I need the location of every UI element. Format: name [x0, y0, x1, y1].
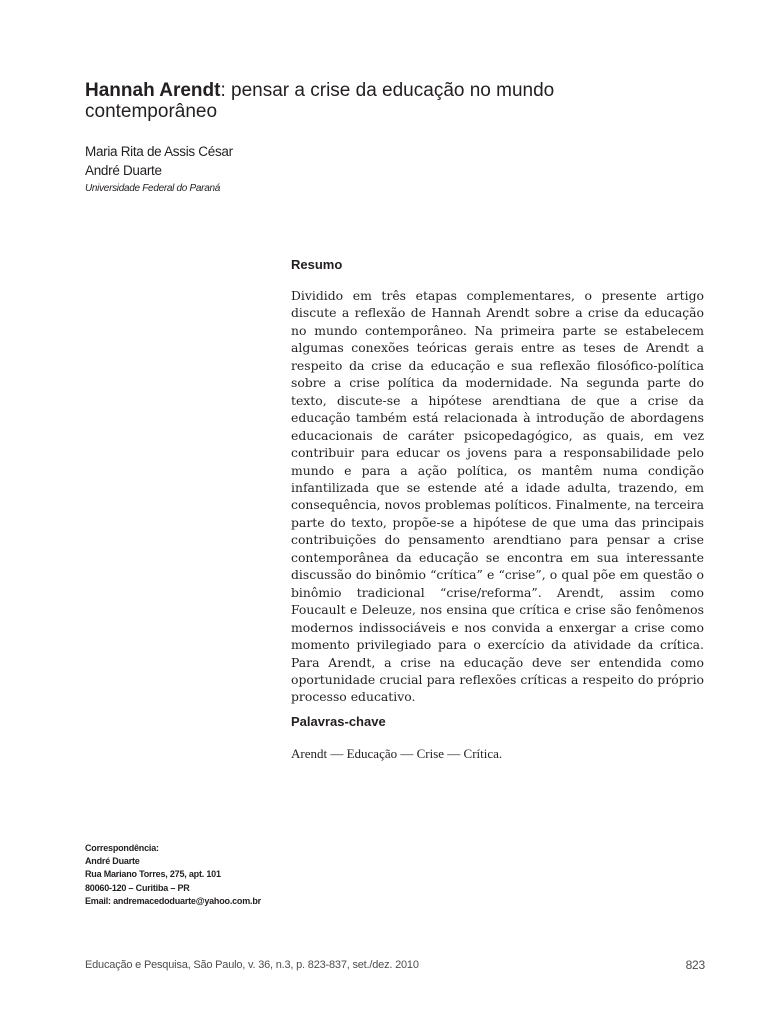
author-block	[85, 142, 233, 196]
abstract-text: Dividido em três etapas complementares, o presente artigo discute a reflexão de Hannah Arendt sobre a crise da educação no mundo contemporâneo. Na primeira parte se estabelecem algumas conexões teóricas gerais entre as teses de Arendt a respeito da crise da educação e sua reflexão filosófico-política sobre a crise política da modernidade. Na segunda parte do texto, discute-se a hipótese arendtiana de que a crise da educação também está relacionada à introdução de abordagens educacionais de caráter psicopedagógico, as quais, em vez contribuir para educar os jovens para a responsabilidade pelo mundo e para a ação política, os mantêm numa condição infantilizada que se estende até a idade adulta, trazendo, em consequência, novos problemas políticos. Finalmente, na terceira parte do texto, propõe-se a hipótese de que uma das principais contribuições do pensamento arendtiano para pensar a crise contemporânea da educação se encontra em sua interessante discussão do binômio “crítica” e “crise”, o qual põe em questão o binômio tradicional “crise/reforma”. Arendt, assim como Foucault e Deleuze, nos ensina que crítica e crise são fenômenos modernos indissociáveis e nos convida a enxergar a crise como momento privilegiado para o exercício da atividade da crítica. Para Arendt, a crise na educação deve ser entendida como oportunidade crucial para reflexões críticas a respeito do próprio processo educativo.	[291, 288, 704, 705]
correspondence-label: Correspondência:	[85, 843, 159, 853]
keywords-heading: Palavras-chave	[291, 713, 386, 729]
author-name: André Duarte	[85, 163, 162, 178]
keywords-text: Arendt — Educação — Crise — Crítica.	[291, 745, 503, 761]
correspondence-email: Email: andremacedoduarte@yahoo.com.br	[85, 895, 261, 906]
correspondence-name: André Duarte	[85, 856, 140, 867]
correspondence-street: Rua Mariano Torres, 275, apt. 101	[85, 869, 221, 880]
author-affiliation: Universidade Federal do Paraná	[85, 183, 220, 194]
author-name: Maria Rita de Assis César	[85, 144, 233, 159]
page-footer	[85, 958, 705, 972]
correspondence-block	[85, 842, 261, 908]
page-number: 823	[685, 958, 705, 972]
article-title	[85, 80, 685, 122]
title-subtitle: : pensar a crise da educação no mundo contemporâneo	[85, 80, 555, 122]
abstract-heading: Resumo	[291, 257, 343, 272]
journal-citation: Educação e Pesquisa, São Paulo, v. 36, n.3, p. 823-837, set./dez. 2010	[85, 959, 419, 971]
correspondence-city: 80060-120 – Curitiba – PR	[85, 882, 190, 893]
abstract-column	[291, 257, 704, 762]
title-author-name: Hannah Arendt	[85, 80, 221, 101]
